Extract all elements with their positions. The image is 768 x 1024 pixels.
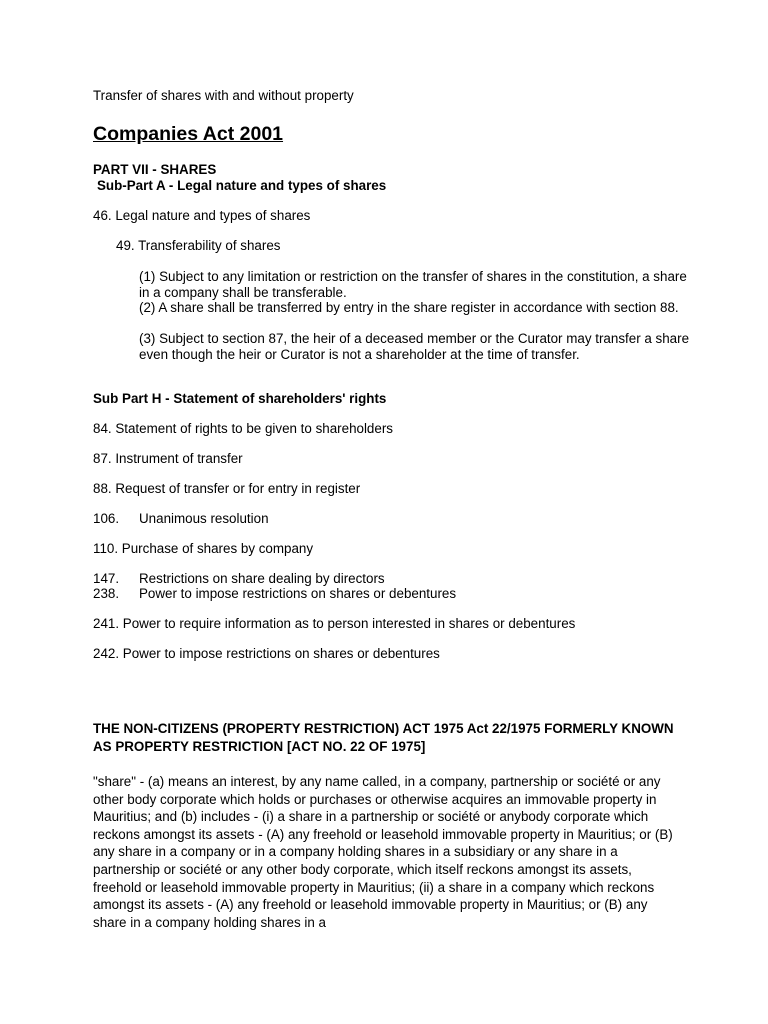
section-46: 46. Legal nature and types of shares [93,208,311,223]
section-106 [93,511,269,527]
section-241: 241. Power to require information as to person interested in shares or debentures [93,616,576,631]
clause-2: (2) A share shall be transferred by entry in the share register in accordance with section 88. [139,300,679,315]
section-238 [93,586,456,602]
section-106-number: 106. [93,511,120,526]
section-88: 88. Request of transfer or for entry in register [93,481,361,496]
section-242: 242. Power to impose restrictions on shares or debentures [93,646,440,661]
section-106-text: Unanimous resolution [139,511,269,526]
section-147-number: 147. [93,571,120,586]
section-110: 110. Purchase of shares by company [93,541,314,556]
section-147 [93,571,385,587]
section-87: 87. Instrument of transfer [93,451,243,466]
subpart-a-heading: Sub-Part A - Legal nature and types of shares [97,178,387,193]
section-84: 84. Statement of rights to be given to shareholders [93,421,393,436]
section-147-text: Restrictions on share dealing by directors [139,571,385,586]
section-238-text: Power to impose restrictions on shares or debentures [139,586,457,601]
section-49: 49. Transferability of shares [116,238,281,253]
share-definition: "share" - (a) means an interest, by any name called, in a company, partnership or société or any other body corporate which holds or purchases or otherwise acquires an immovable property in Mauritius; and (b) includes - (i) a share in a partnership or société or anybody corporate which reckons amongst its assets - (A) any freehold or leasehold immovable property in Mauritius; or (B) any share in a company or in a company holding shares in a subsidiary or any share in a partnership or société or any other body corporate, which itself reckons amongst its assets, freehold or leasehold immovable property in Mauritius; (ii) a share in a company which reckons amongst its assets - (A) any freehold or leasehold immovable property in Mauritius; or (B) any share in a company holding shares in a [93,774,673,930]
subpart-h-heading: Sub Part H - Statement of shareholders' rights [93,391,387,406]
intro-text: Transfer of shares with and without property [93,88,354,103]
part-heading: PART VII - SHARES [93,162,217,177]
act-heading: THE NON-CITIZENS (PROPERTY RESTRICTION) ACT 1975 Act 22/1975 FORMERLY KNOWN AS PROPERTY RESTRICTION [ACT NO. 22 OF 1975] [93,721,674,754]
section-238-number: 238. [93,586,120,601]
clause-3: (3) Subject to section 87, the heir of a deceased member or the Curator may transfer a share even though the heir or Curator is not a shareholder at the time of transfer. [139,331,690,362]
clause-1: (1) Subject to any limitation or restriction on the transfer of shares in the constitution, a share in a company shall be transferable. [139,269,687,300]
document-title: Companies Act 2001 [93,123,284,145]
